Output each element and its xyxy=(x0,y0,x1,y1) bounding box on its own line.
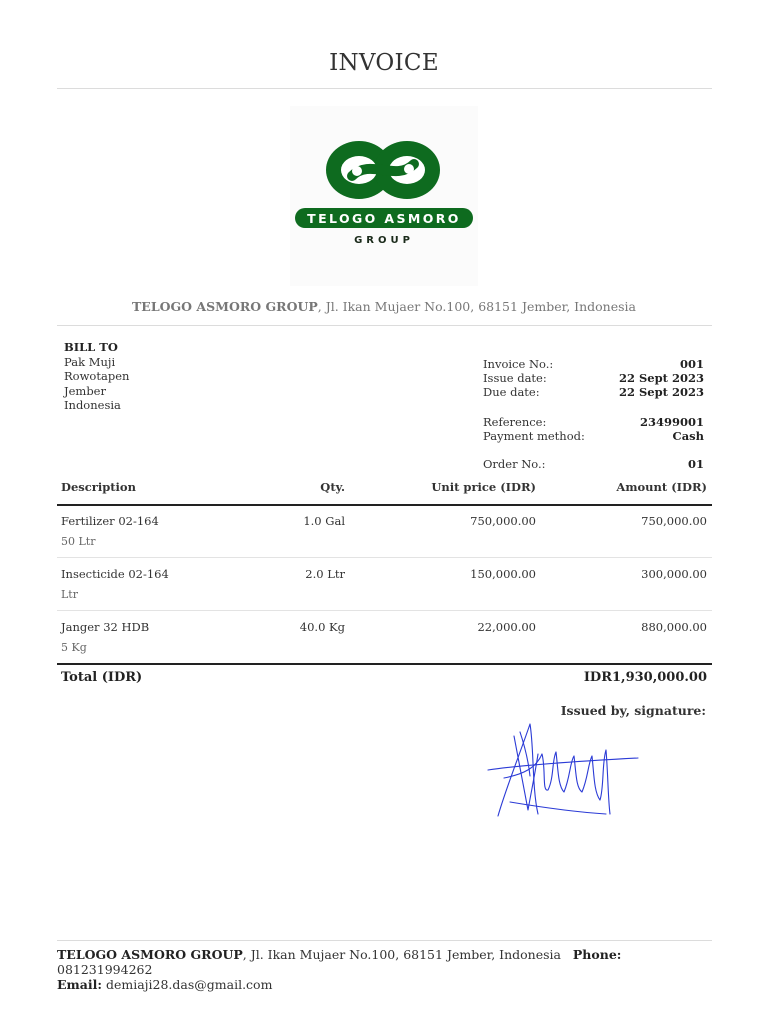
meta-label: Payment method: xyxy=(483,429,585,443)
table-header-rule xyxy=(57,504,712,506)
meta-label: Reference: xyxy=(483,415,547,429)
meta-reference xyxy=(483,415,704,430)
item-amount: 880,000.00 xyxy=(641,620,707,634)
item-amount: 300,000.00 xyxy=(641,567,707,581)
bill-to-line: Indonesia xyxy=(64,398,121,412)
signature-image xyxy=(484,718,644,822)
footer-email: demiaji28.das@gmail.com xyxy=(105,977,273,992)
item-amount: 750,000.00 xyxy=(641,514,707,528)
item-description: Fertilizer 02-164 xyxy=(61,514,159,528)
item-description: Insecticide 02-164 xyxy=(61,567,169,581)
company-address: , Jl. Ikan Mujaer No.100, 68151 Jember, Indonesia xyxy=(317,299,636,314)
total-value: IDR1,930,000.00 xyxy=(583,670,707,685)
meta-order-no xyxy=(483,457,704,472)
item-unit-price: 22,000.00 xyxy=(477,620,536,634)
meta-value: 23499001 xyxy=(639,415,704,429)
meta-value: 001 xyxy=(679,357,704,371)
meta-value: 22 Sept 2023 xyxy=(619,385,704,399)
company-logo xyxy=(290,106,478,286)
item-note: 50 Ltr xyxy=(61,535,96,548)
footer-address: , Jl. Ikan Mujaer No.100, 68151 Jember, Indonesia xyxy=(242,947,561,962)
total-label: Total (IDR) xyxy=(61,670,143,685)
meta-issue-date xyxy=(483,371,704,386)
column-header-qty: Qty. xyxy=(320,480,345,494)
company-name: TELOGO ASMORO GROUP xyxy=(132,299,318,314)
column-header-description: Description xyxy=(61,480,136,494)
company-address-line xyxy=(0,299,768,314)
meta-label: Invoice No.: xyxy=(483,357,554,371)
item-qty: 1.0 Gal xyxy=(303,514,345,528)
item-unit-price: 150,000.00 xyxy=(470,567,536,581)
column-header-unit-price: Unit price (IDR) xyxy=(431,480,536,494)
meta-label: Issue date: xyxy=(483,371,547,385)
item-qty: 40.0 Kg xyxy=(299,620,345,634)
item-note: 5 Kg xyxy=(61,641,87,654)
item-unit-price: 750,000.00 xyxy=(470,514,536,528)
item-qty: 2.0 Ltr xyxy=(305,567,345,581)
row-divider xyxy=(57,557,712,558)
meta-invoice-no xyxy=(483,357,704,372)
bill-to-line: Pak Muji xyxy=(64,354,116,369)
footer-divider xyxy=(57,940,712,941)
footer-email-label: Email: xyxy=(57,977,102,992)
bill-to-line: Jember xyxy=(64,383,106,398)
column-header-amount: Amount (IDR) xyxy=(616,480,707,494)
infinity-logo-icon xyxy=(290,106,478,286)
footer-phone-label: Phone: xyxy=(572,947,622,962)
table-bottom-rule xyxy=(57,663,712,665)
footer-phone: 081231994262 xyxy=(57,962,153,977)
page-title: INVOICE xyxy=(329,50,439,76)
meta-value: Cash xyxy=(672,429,704,443)
meta-label: Due date: xyxy=(483,385,540,399)
signature-label: Issued by, signature: xyxy=(560,703,706,718)
footer-line-2 xyxy=(57,977,712,992)
meta-label: Order No.: xyxy=(483,457,546,471)
item-note: Ltr xyxy=(61,588,78,601)
meta-payment-method xyxy=(483,429,704,444)
title-divider xyxy=(57,88,712,89)
bill-to-block xyxy=(64,340,129,413)
footer xyxy=(57,947,712,992)
footer-line-1 xyxy=(57,947,712,977)
meta-value: 22 Sept 2023 xyxy=(619,371,704,385)
bill-to-line: Rowotapen xyxy=(64,369,130,383)
meta-due-date xyxy=(483,385,704,400)
footer-company-name: TELOGO ASMORO GROUP xyxy=(57,947,243,962)
logo-text-main: TELOGO ASMORO xyxy=(307,211,461,226)
header-divider xyxy=(57,325,712,326)
logo-text-sub: GROUP xyxy=(354,235,414,246)
item-description: Janger 32 HDB xyxy=(61,620,150,634)
meta-value: 01 xyxy=(687,457,704,471)
bill-to-heading: BILL TO xyxy=(64,340,118,354)
row-divider xyxy=(57,610,712,611)
